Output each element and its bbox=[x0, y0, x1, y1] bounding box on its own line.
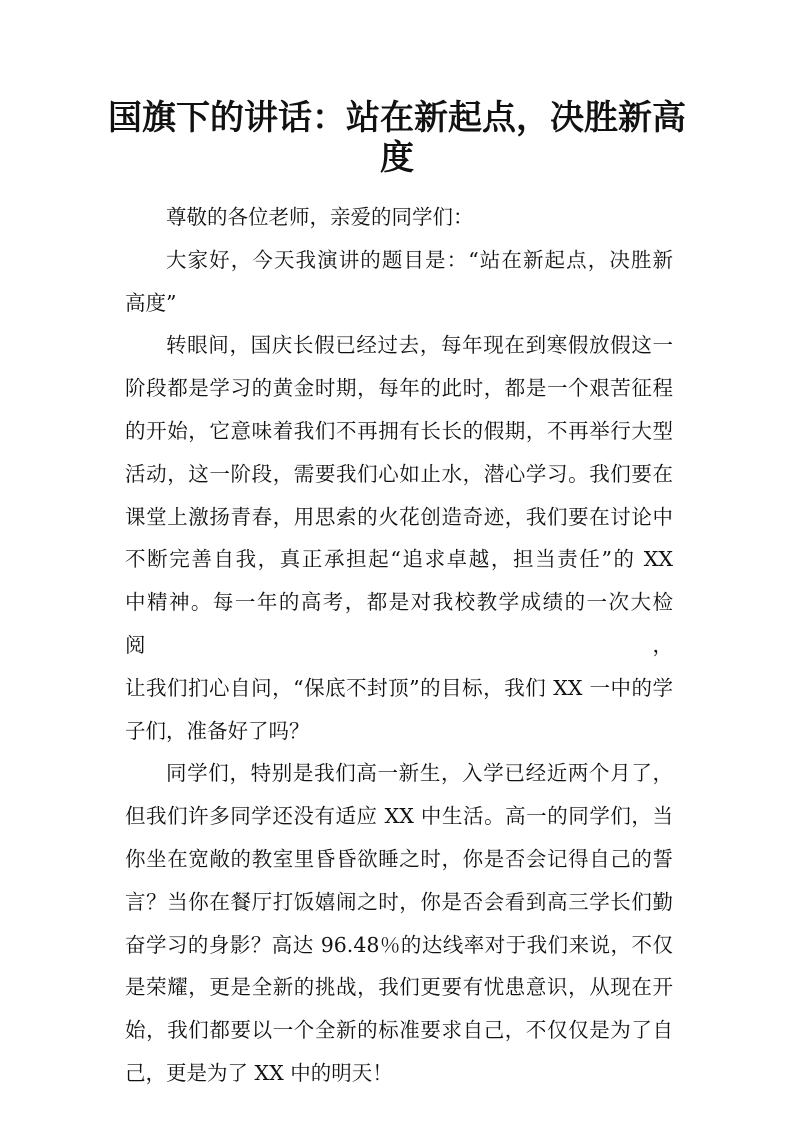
paragraph bbox=[125, 196, 673, 239]
paragraph-line: 中精神。每一年的高考，都是对我校教学成绩的一次大检阅， bbox=[125, 590, 673, 657]
document-title bbox=[77, 98, 717, 178]
paragraph-line: 阶段都是学习的黄金时期，每年的此时，都是一个艰苦征程 bbox=[125, 376, 673, 401]
paragraph-line: 始，我们都要以一个全新的标准要求自己，不仅仅是为了自 bbox=[125, 1018, 673, 1043]
paragraph-line: 高度” bbox=[125, 290, 177, 315]
paragraph-line: 同学们，特别是我们高一新生，入学已经近两个月了， bbox=[166, 761, 673, 786]
paragraph-line: 课堂上激扬青春，用思索的火花创造奇迹，我们要在讨论中 bbox=[125, 504, 673, 529]
paragraph-line: 言？当你在餐厅打饭嬉闹之时，你是否会看到高三学长们勤 bbox=[125, 889, 673, 914]
paragraph-line: 子们，准备好了吗？ bbox=[125, 718, 310, 743]
paragraph-line: 转眼间，国庆长假已经过去，每年现在到寒假放假这一 bbox=[166, 333, 673, 358]
paragraph-line: 让我们扪心自问，“保底不封顶”的目标，我们 XX 一中的学 bbox=[125, 675, 673, 700]
title-line: 度 bbox=[380, 138, 414, 178]
paragraph-line: 奋学习的身影？高达 96.48％的达线率对于我们来说，不仅 bbox=[125, 932, 673, 957]
paragraph-line: 己，更是为了 XX 中的明天！ bbox=[125, 1060, 393, 1085]
paragraph-line: 活动，这一阶段，需要我们心如止水，潜心学习。我们要在 bbox=[125, 461, 673, 486]
paragraph bbox=[125, 324, 673, 752]
paragraph-line: 不断完善自我，真正承担起“追求卓越，担当责任”的 XX bbox=[125, 547, 673, 572]
title-line: 国旗下的讲话：站在新起点，决胜新高 bbox=[108, 98, 686, 138]
paragraph-line: 的开始，它意味着我们不再拥有长长的假期，不再举行大型 bbox=[125, 418, 673, 443]
paragraph-line: 但我们许多同学还没有适应 XX 中生活。高一的同学们，当 bbox=[125, 804, 673, 829]
paragraph bbox=[125, 752, 673, 1094]
paragraph-line: 是荣耀，更是全新的挑战，我们更要有忧患意识，从现在开 bbox=[125, 975, 673, 1000]
paragraph-line: 大家好，今天我演讲的题目是：“站在新起点，决胜新 bbox=[166, 247, 673, 272]
paragraph-line: 你坐在宽敞的教室里昏昏欲睡之时，你是否会记得自己的誓 bbox=[125, 846, 673, 871]
document-body bbox=[125, 196, 673, 1095]
paragraph bbox=[125, 239, 673, 325]
paragraph-line: 尊敬的各位老师，亲爱的同学们： bbox=[166, 205, 474, 229]
